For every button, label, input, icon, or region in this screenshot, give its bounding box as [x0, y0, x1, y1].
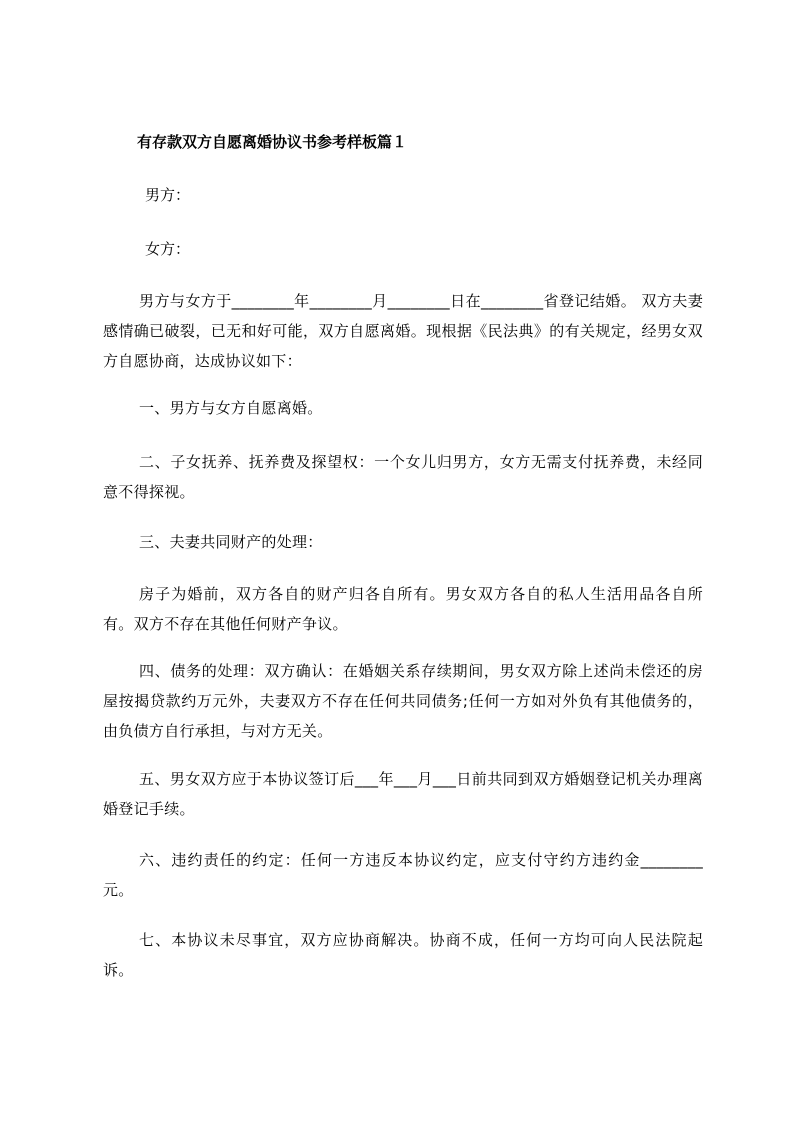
clause-6-breach: 六、违约责任的约定：任何一方违反本协议约定，应支付守约方违约金________元。 [103, 851, 703, 899]
document-title: 有存款双方自愿离婚协议书参考样板篇１ [137, 133, 408, 151]
clause-1-divorce: 一、男方与女方自愿离婚。 [139, 399, 323, 417]
husband-label: 男方： [145, 186, 191, 204]
clause-4-debts: 四、债务的处理：双方确认：在婚姻关系存续期间，男女双方除上述尚未偿还的房屋按揭贷款约万元外，夫妻双方不存在任何共同债务;任何一方如对外负有其他债务的，由负债方自行承担，与对方无关。 [103, 662, 703, 740]
clause-2-custody: 二、子女抚养、抚养费及探望权：一个女儿归男方，女方无需支付抚养费，未经同意不得探视。 [103, 453, 703, 501]
wife-label: 女方： [145, 240, 191, 258]
clause-7-disputes: 七、本协议未尽事宜，双方应协商解决。协商不成，任何一方均可向人民法院起诉。 [103, 931, 703, 979]
clause-5-registration: 五、男女双方应于本协议签订后___年___月___日前共同到双方婚姻登记机关办理离婚登记手续。 [103, 770, 703, 818]
clause-3-property-detail: 房子为婚前，双方各自的财产归各自所有。男女双方各自的私人生活用品各自所有。双方不存在其他任何财产争议。 [103, 585, 703, 633]
clause-3-property-heading: 三、夫妻共同财产的处理： [139, 533, 323, 551]
intro-paragraph: 男方与女方于________年________月________日在________省登记结婚。 双方夫妻感情确已破裂，已无和好可能，双方自愿离婚。现根据《民法典》的有关规定，经男女双方自愿协商，达成协议如下： [103, 292, 703, 370]
